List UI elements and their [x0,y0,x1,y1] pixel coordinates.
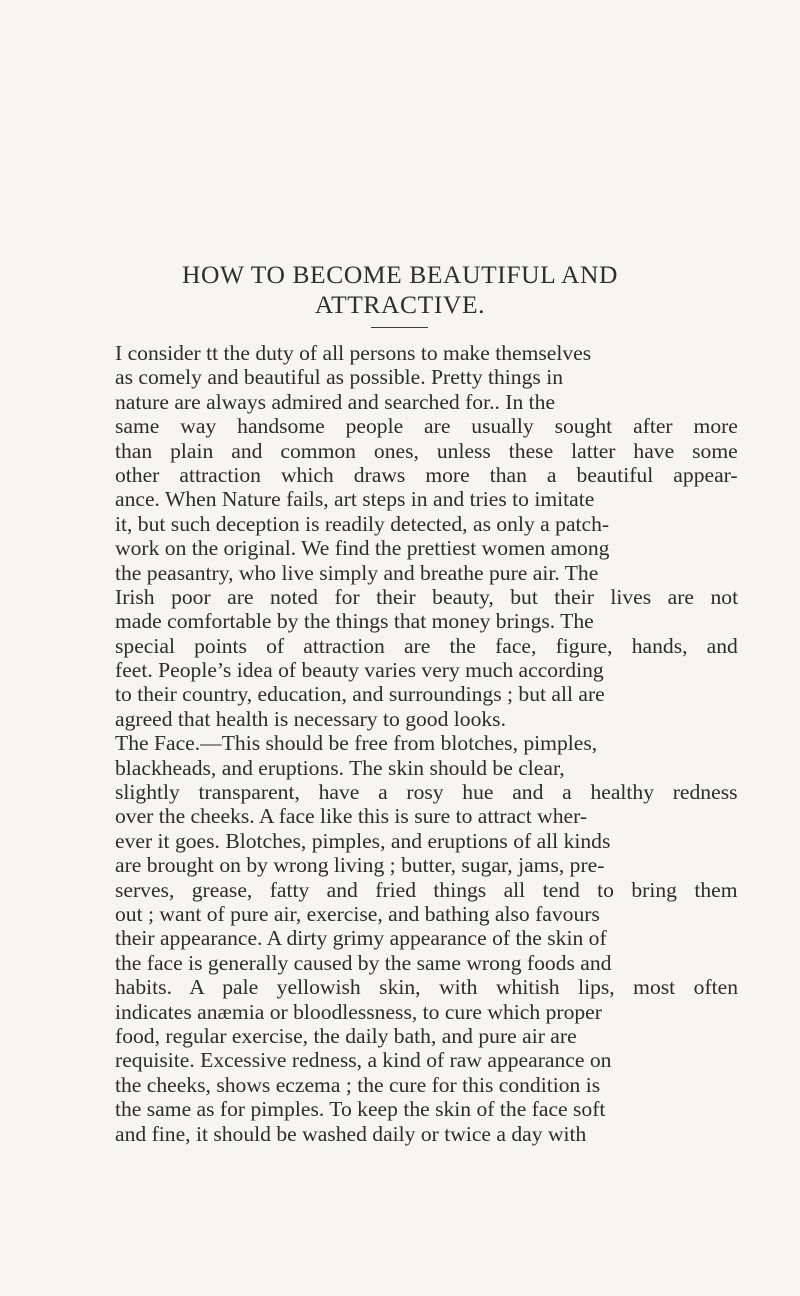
text-line: over the cheeks. A face like this is sure to attract wher- [115,804,588,829]
text-line: than plain and common ones, unless these latter have some [115,438,738,463]
text-line: serves, grease, fatty and fried things all tend to bring them [115,877,738,902]
title-divider [371,327,428,328]
text-line: ever it goes. Blotches, pimples, and eruptions of all kinds [115,828,611,853]
text-line: same way handsome people are usually sought after more [115,414,738,439]
text-line: habits. A pale yellowish skin, with whitish lips, most often [115,975,739,1000]
body-text [115,341,738,1146]
text-line: food, regular exercise, the daily bath, and pure air are [115,1023,577,1048]
text-line: indicates anæmia or bloodlessness, to cure which proper [115,999,602,1024]
text-line: as comely and beautiful as possible. Pretty things in [115,365,563,390]
text-line: blackheads, and eruptions. The skin should be clear, [115,755,565,780]
text-line: Irish poor are noted for their beauty, but their lives are not [115,584,739,609]
text-line: agreed that health is necessary to good looks. [115,706,506,731]
text-line: the same as for pimples. To keep the skin of the face soft [115,1097,606,1122]
section-heading-line: The Face.—This should be free from blotches, pimples, [115,731,598,756]
text-line: the face is generally caused by the same wrong foods and [115,950,612,975]
text-line: other attraction which draws more than a beautiful appear- [115,462,738,487]
text-line: requisite. Excessive redness, a kind of raw appearance on [115,1048,612,1073]
text-line: the cheeks, shows eczema ; the cure for this condition is [115,1072,601,1097]
text-line: nature are always admired and searched for.. In the [115,389,556,414]
text-line: to their country, education, and surroundings ; but all are [115,682,605,707]
text-line: out ; want of pure air, exercise, and bathing also favours [115,901,600,926]
text-line: and fine, it should be washed daily or twice a day with [115,1121,587,1146]
text-line: it, but such deception is readily detected, as only a patch- [115,511,610,536]
text-line: slightly transparent, have a rosy hue and a healthy redness [115,780,738,805]
text-line: work on the original. We find the prettiest women among [115,536,610,561]
text-line: I consider tt the duty of all persons to make themselves [115,341,592,365]
chapter-title-line-1: HOW TO BECOME BEAUTIFUL AND [181,260,619,289]
text-line: made comfortable by the things that money brings. The [115,609,594,634]
text-line: the peasantry, who live simply and breathe pure air. The [115,560,599,585]
text-line: are brought on by wrong living ; butter, sugar, jams, pre- [115,853,605,878]
chapter-title-line-2: ATTRACTIVE. [314,290,486,319]
text-line: their appearance. A dirty grimy appearance of the skin of [115,926,607,951]
text-line: special points of attraction are the face, figure, hands, and [115,633,738,658]
text-line: ance. When Nature fails, art steps in and tries to imitate [115,487,595,512]
text-line: feet. People’s idea of beauty varies very much according [115,658,604,683]
chapter-title [100,260,700,320]
